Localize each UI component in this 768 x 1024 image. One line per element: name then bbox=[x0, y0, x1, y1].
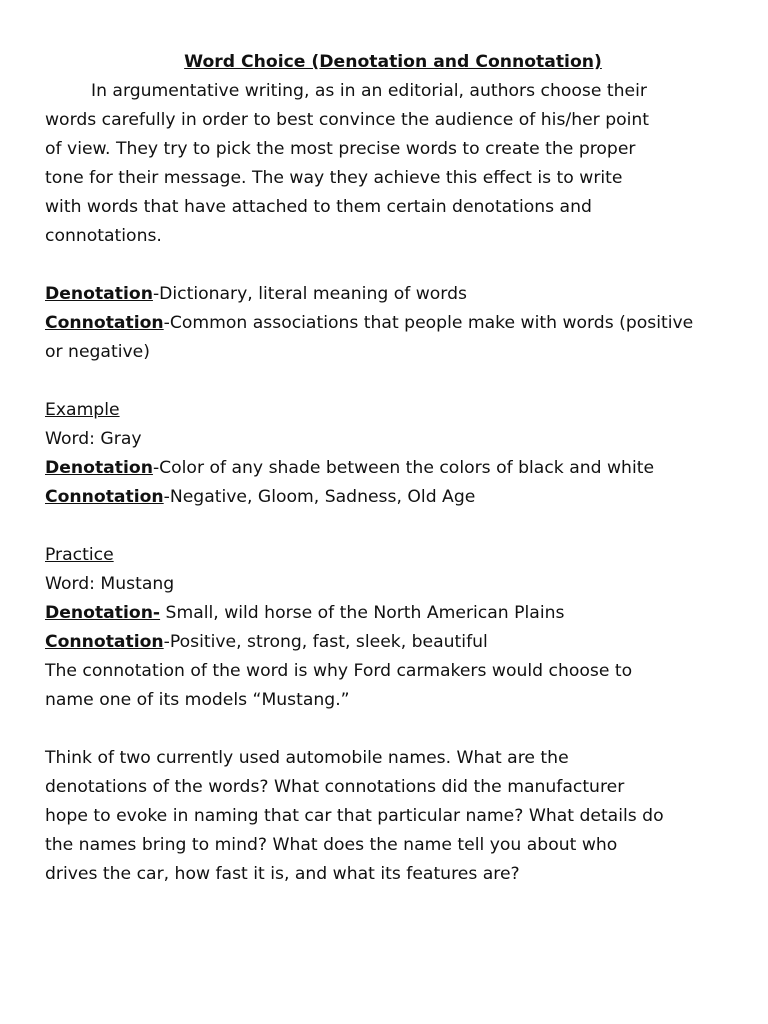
denotation-definition: -Dictionary, literal meaning of words bbox=[152, 284, 467, 304]
prompt-line: Think of two currently used automobile names. What are the bbox=[45, 748, 569, 768]
example-denotation-text: -Color of any shade between the colors of black and white bbox=[152, 458, 655, 478]
practice-denotation bbox=[45, 599, 735, 628]
prompt-line: denotations of the words? What connotations did the manufacturer bbox=[45, 777, 625, 797]
denotation-term: Denotation bbox=[45, 284, 153, 304]
practice-connotation-text: -Positive, strong, fast, sleek, beautiful bbox=[163, 632, 488, 652]
practice-note-line: The connotation of the word is why Ford carmakers would choose to bbox=[45, 661, 633, 681]
spacer bbox=[45, 367, 735, 396]
page-title: Word Choice (Denotation and Connotation) bbox=[184, 52, 602, 72]
spacer bbox=[45, 251, 735, 280]
practice-note-line: name one of its models “Mustang.” bbox=[45, 690, 350, 710]
prompt-line: the names bring to mind? What does the name tell you about who bbox=[45, 835, 618, 855]
definition-denotation bbox=[45, 280, 735, 309]
practice-denotation-term: Denotation- bbox=[45, 603, 161, 623]
connotation-definition: -Common associations that people make with words (positive bbox=[163, 313, 694, 333]
document-page bbox=[45, 48, 735, 889]
definition-connotation-continued: or negative) bbox=[45, 342, 150, 362]
intro-line: words carefully in order to best convince the audience of his/her point bbox=[45, 110, 650, 130]
prompt-line: drives the car, how fast it is, and what its features are? bbox=[45, 864, 520, 884]
example-connotation-text: -Negative, Gloom, Sadness, Old Age bbox=[163, 487, 476, 507]
spacer bbox=[45, 512, 735, 541]
practice-heading: Practice bbox=[45, 545, 114, 565]
example-connotation bbox=[45, 483, 735, 512]
prompt-line: hope to evoke in naming that car that particular name? What details do bbox=[45, 806, 664, 826]
example-denotation-term: Denotation bbox=[45, 458, 153, 478]
practice-connotation bbox=[45, 628, 735, 657]
definition-connotation bbox=[45, 309, 735, 338]
spacer bbox=[45, 715, 735, 744]
example-heading: Example bbox=[45, 400, 120, 420]
intro-line: with words that have attached to them certain denotations and bbox=[45, 197, 592, 217]
intro-line: In argumentative writing, as in an editorial, authors choose their bbox=[91, 81, 647, 101]
intro-line: of view. They try to pick the most precise words to create the proper bbox=[45, 139, 636, 159]
connotation-term: Connotation bbox=[45, 313, 164, 333]
intro-line: tone for their message. The way they achieve this effect is to write bbox=[45, 168, 623, 188]
intro-line: connotations. bbox=[45, 226, 162, 246]
practice-word: Word: Mustang bbox=[45, 574, 175, 594]
example-word: Word: Gray bbox=[45, 429, 142, 449]
example-connotation-term: Connotation bbox=[45, 487, 164, 507]
practice-connotation-term: Connotation bbox=[45, 632, 164, 652]
practice-denotation-text: Small, wild horse of the North American Plains bbox=[160, 603, 565, 623]
example-denotation bbox=[45, 454, 735, 483]
